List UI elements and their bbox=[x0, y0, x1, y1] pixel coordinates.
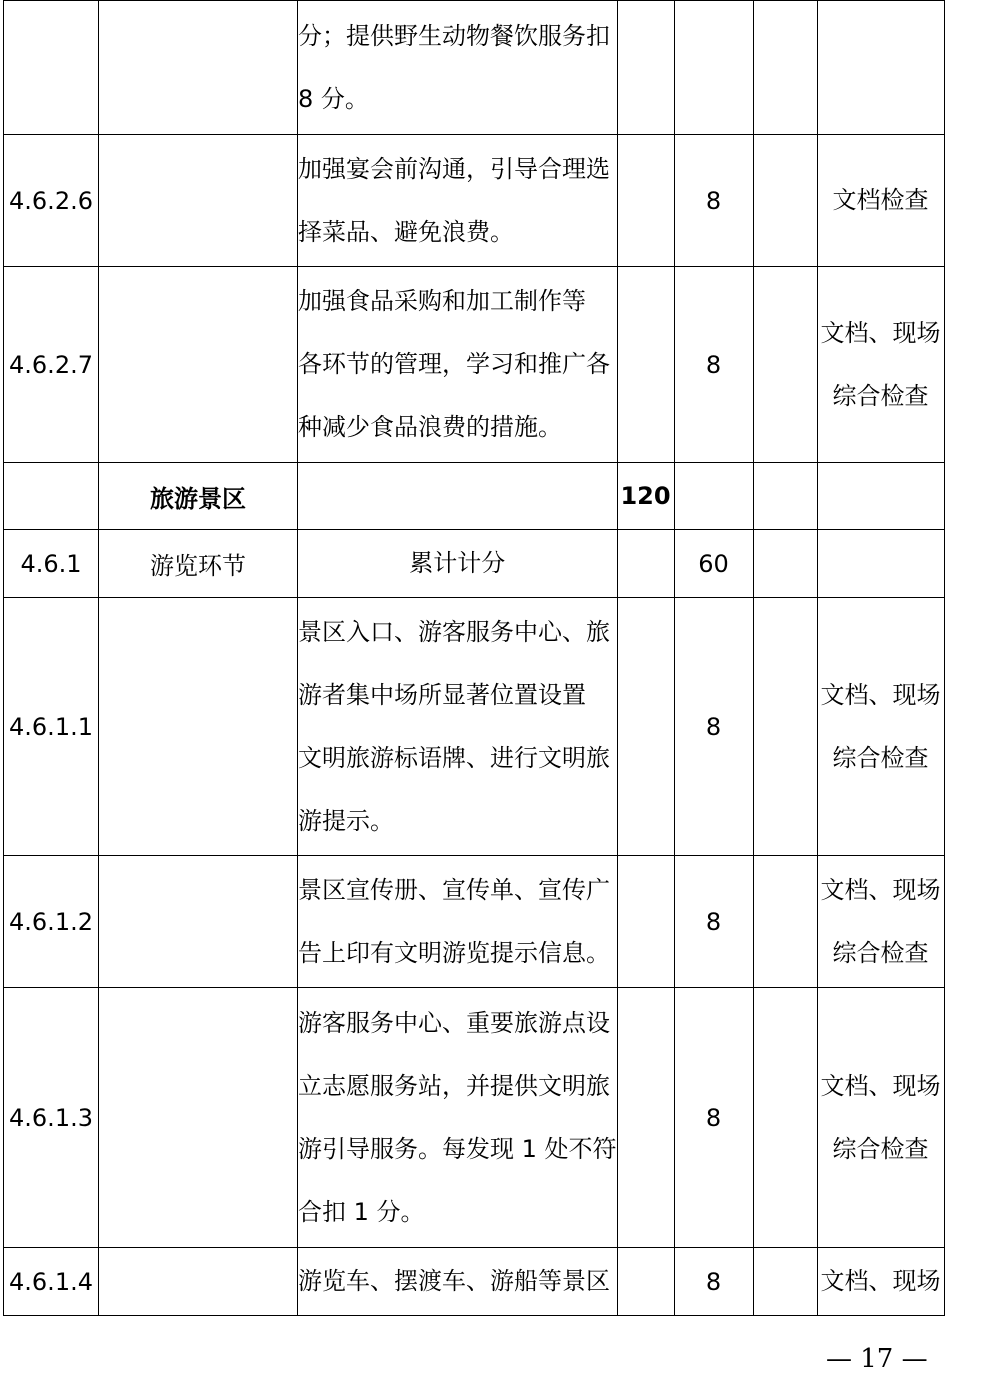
content-line: 游者集中场所显著位置设置 bbox=[298, 680, 586, 709]
item-content bbox=[298, 1, 618, 135]
item-code: 4.6.1.1 bbox=[4, 598, 99, 856]
section-title: 旅游景区 bbox=[99, 463, 298, 530]
item-name bbox=[99, 856, 298, 988]
item-total bbox=[617, 267, 674, 463]
item-method bbox=[817, 988, 944, 1248]
content-line: 游览车、摆渡车、游船等景区 bbox=[298, 1267, 610, 1295]
content-line: 告上印有文明游览提示信息。 bbox=[298, 938, 610, 967]
item-method bbox=[817, 856, 944, 988]
item-name bbox=[99, 267, 298, 463]
item-code bbox=[4, 463, 99, 530]
item-method bbox=[817, 267, 944, 463]
table-row bbox=[4, 856, 945, 988]
item-blank bbox=[753, 530, 817, 598]
content-line: 各环节的管理，学习和推广各 bbox=[298, 350, 610, 378]
content-line: 游客服务中心、重要旅游点设 bbox=[298, 1008, 610, 1037]
item-total bbox=[617, 988, 674, 1248]
method-line: 综合检查 bbox=[832, 1134, 929, 1163]
method-line: 综合检查 bbox=[832, 938, 929, 967]
item-blank bbox=[753, 267, 817, 463]
item-blank bbox=[753, 988, 817, 1248]
item-code: 4.6.2.7 bbox=[4, 267, 99, 463]
item-name bbox=[99, 598, 298, 856]
item-total bbox=[617, 530, 674, 598]
method-line: 文档检查 bbox=[832, 186, 929, 214]
content-line: 8 分。 bbox=[298, 84, 369, 113]
content-line: 文明旅游标语牌、进行文明旅 bbox=[298, 743, 610, 772]
item-code: 4.6.1.4 bbox=[4, 1248, 99, 1316]
content-line: 加强食品采购和加工制作等 bbox=[298, 287, 586, 315]
table-row bbox=[4, 1, 945, 135]
item-score: 8 bbox=[674, 598, 753, 856]
item-method bbox=[817, 530, 944, 598]
method-line: 综合检查 bbox=[832, 743, 929, 772]
table-row bbox=[4, 988, 945, 1248]
item-name bbox=[99, 1248, 298, 1316]
content-line: 合扣 1 分。 bbox=[298, 1197, 425, 1226]
item-content bbox=[298, 530, 618, 598]
method-line: 文档、现场 bbox=[820, 318, 941, 347]
table-row bbox=[4, 530, 945, 598]
item-name: 游览环节 bbox=[99, 530, 298, 598]
item-score: 60 bbox=[674, 530, 753, 598]
content-line: 景区入口、游客服务中心、旅 bbox=[298, 617, 610, 646]
item-code: 4.6.2.6 bbox=[4, 135, 99, 267]
content-line: 立志愿服务站，并提供文明旅 bbox=[298, 1071, 610, 1100]
item-content bbox=[298, 1248, 618, 1316]
item-blank bbox=[753, 135, 817, 267]
item-content bbox=[298, 856, 618, 988]
item-code: 4.6.1.2 bbox=[4, 856, 99, 988]
page-number: — 17 — bbox=[826, 1344, 928, 1374]
item-score: 8 bbox=[674, 1248, 753, 1316]
item-method bbox=[817, 598, 944, 856]
item-method bbox=[817, 1248, 944, 1316]
section-total: 120 bbox=[617, 463, 674, 530]
method-line: 综合检查 bbox=[832, 381, 929, 410]
method-line: 文档、现场 bbox=[820, 680, 941, 709]
item-score bbox=[674, 1, 753, 135]
item-content bbox=[298, 267, 618, 463]
method-line: 文档、现场 bbox=[820, 1267, 941, 1295]
item-content bbox=[298, 598, 618, 856]
item-method bbox=[817, 463, 944, 530]
item-total bbox=[617, 1248, 674, 1316]
item-blank bbox=[753, 1248, 817, 1316]
method-line: 文档、现场 bbox=[820, 875, 941, 904]
item-score bbox=[674, 463, 753, 530]
item-method bbox=[817, 1, 944, 135]
item-total bbox=[617, 598, 674, 856]
item-score: 8 bbox=[674, 856, 753, 988]
item-method bbox=[817, 135, 944, 267]
item-content bbox=[298, 988, 618, 1248]
item-code: 4.6.1 bbox=[4, 530, 99, 598]
item-name bbox=[99, 135, 298, 267]
content-line: 种减少食品浪费的措施。 bbox=[298, 413, 562, 441]
item-code bbox=[4, 1, 99, 135]
content-line: 累计计分 bbox=[409, 549, 506, 577]
content-line: 景区宣传册、宣传单、宣传广 bbox=[298, 875, 610, 904]
item-blank bbox=[753, 856, 817, 988]
method-line: 文档、现场 bbox=[820, 1071, 941, 1100]
content-line: 加强宴会前沟通，引导合理选 bbox=[298, 154, 610, 183]
content-line: 择菜品、避免浪费。 bbox=[298, 217, 514, 246]
item-total bbox=[617, 1, 674, 135]
table-row bbox=[4, 463, 945, 530]
evaluation-table bbox=[3, 0, 945, 1316]
item-blank bbox=[753, 598, 817, 856]
table-row bbox=[4, 267, 945, 463]
item-score: 8 bbox=[674, 988, 753, 1248]
item-name bbox=[99, 988, 298, 1248]
item-blank bbox=[753, 463, 817, 530]
item-code: 4.6.1.3 bbox=[4, 988, 99, 1248]
content-line: 游提示。 bbox=[298, 806, 394, 835]
item-content bbox=[298, 135, 618, 267]
item-name bbox=[99, 1, 298, 135]
content-line: 游引导服务。每发现 1 处不符 bbox=[298, 1134, 617, 1163]
item-score: 8 bbox=[674, 267, 753, 463]
item-total bbox=[617, 135, 674, 267]
content-line: 分；提供野生动物餐饮服务扣 bbox=[298, 21, 610, 50]
item-total bbox=[617, 856, 674, 988]
item-content bbox=[298, 463, 618, 530]
table-row bbox=[4, 135, 945, 267]
item-score: 8 bbox=[674, 135, 753, 267]
table-row bbox=[4, 1248, 945, 1316]
table-row bbox=[4, 598, 945, 856]
item-blank bbox=[753, 1, 817, 135]
